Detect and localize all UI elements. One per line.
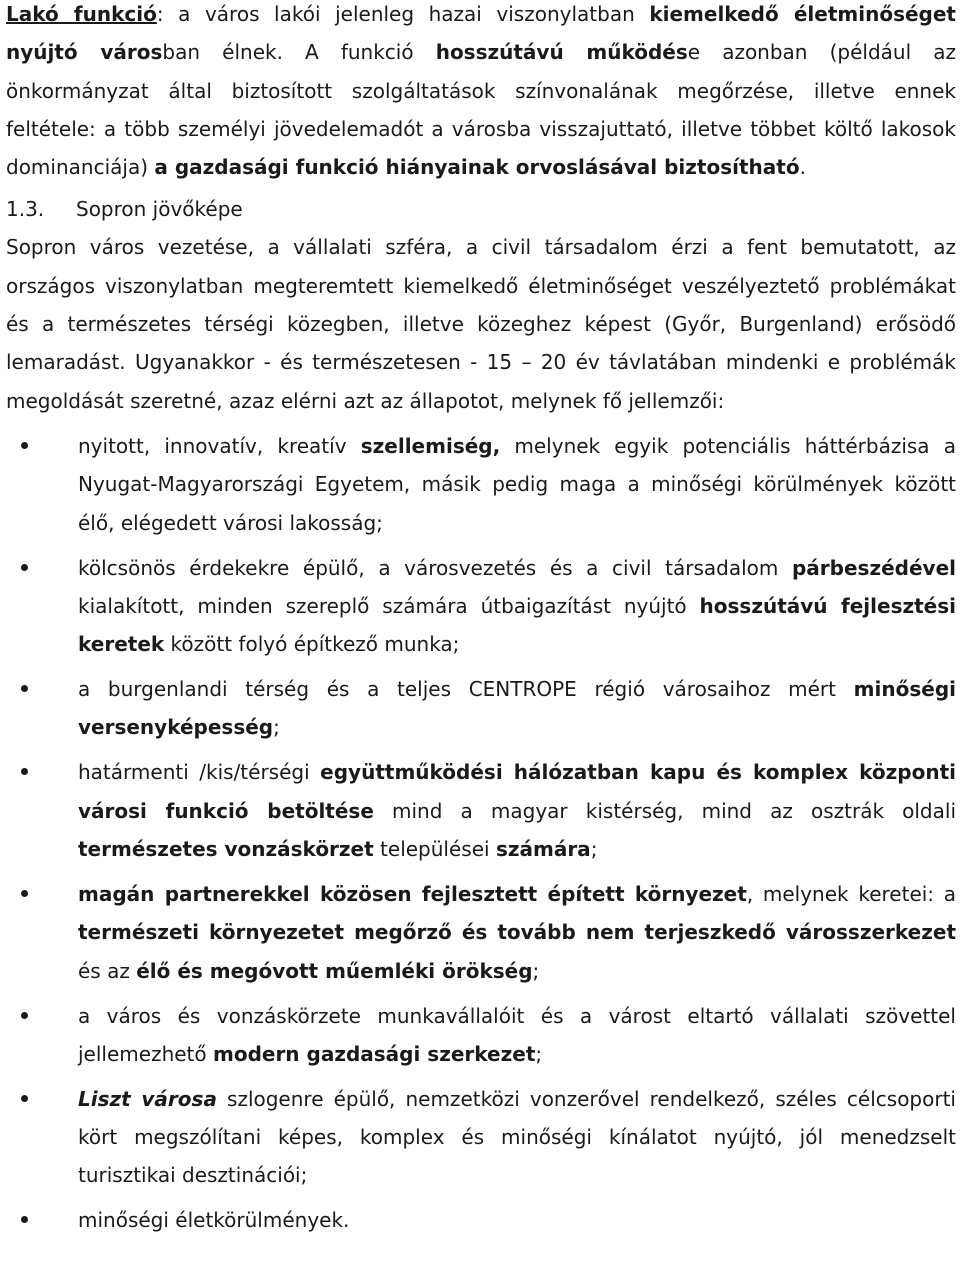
vision-paragraph: Sopron város vezetése, a vállalati szféra, a civil társadalom érzi a fent bemutatott, az országos viszonylatban megteremtett kiemelkedő életminőséget veszélyeztető problémákat és a természetes térségi közegben, illetve közeghez képest (Győr, Burgenland) erősödő lemaradást. Ugyanakkor - és természetesen - 15 – 20 év távlatában mindenki e problémák megoldását szeretné, azaz elérni azt az állapotot, melynek fő jellemzői:: [6, 235, 956, 413]
text-run: kölcsönös érdekekre épülő, a városvezetés és a civil társadalom: [78, 555, 792, 580]
text-run: a burgenlandi térség és a teljes CENTROPE régió városaihoz mért: [78, 677, 854, 702]
list-item: [6, 549, 956, 664]
text-run: nyitott, innovatív, kreatív: [78, 433, 361, 458]
text-run: melynek egyik potenciális háttérbázisa a Nyugat-Magyarországi Egyetem, másik pedig maga a minőségi körülmények között élő, elégedett városi lakosság;: [78, 433, 957, 535]
text-run: települései: [373, 837, 496, 861]
document-page: [6, 0, 956, 1246]
bullet-icon: [21, 1216, 28, 1223]
emphasis-text: a gazdasági funkció hiányainak orvoslásával biztosítható: [154, 155, 800, 180]
intro-paragraph: [6, 0, 956, 186]
text-run: ;: [532, 958, 540, 983]
list-item: [6, 1080, 956, 1195]
bullet-icon: [21, 564, 28, 571]
list-item: [6, 875, 956, 990]
bullet-icon: [21, 890, 28, 897]
list-item: [6, 997, 956, 1074]
text-run: mind a magyar kistérség, mind az osztrák oldali: [373, 798, 957, 823]
emphasis-text: élő és megóvott műemléki örökség: [136, 958, 533, 983]
text-run: : a város lakói jelenleg hazai viszonylatban: [156, 2, 650, 26]
section-heading: [6, 190, 956, 228]
emphasis-text: együttműködési hálózatban kapu és komplex központi városi funkció betöltése: [78, 760, 956, 823]
text-run: ;: [535, 1041, 543, 1066]
bullet-icon: [21, 1012, 28, 1019]
text-run: szlogenre épülő, nemzetközi vonzerővel rendelkező, széles célcsoporti kört megszólítani képes, komplex és minőségi kínálatot nyújtó, jól menedzselt turisztikai desztinációi;: [78, 1086, 956, 1188]
bullet-icon: [21, 768, 28, 775]
bullet-icon: [21, 442, 28, 449]
text-run: kialakított, minden szereplő számára útbaigazítást nyújtó: [78, 593, 700, 618]
list-item: [6, 753, 956, 868]
emphasis-text: szellemiség,: [360, 433, 501, 458]
emphasis-italic-text: Liszt városa: [78, 1086, 217, 1111]
emphasis-text: hosszútávú működés: [435, 40, 688, 65]
text-run: között folyó építkező munka;: [164, 632, 460, 657]
section-number: 1.3.: [6, 197, 45, 222]
text-run: ;: [590, 837, 598, 861]
emphasis-text: minőségi versenyképesség: [78, 677, 956, 740]
bullet-icon: [21, 1095, 28, 1102]
list-item: [6, 670, 956, 747]
term-lako-funkcio: Lakó funkció: [6, 2, 157, 26]
emphasis-text: modern gazdasági szerkezet: [212, 1041, 536, 1066]
feature-list: [6, 427, 956, 1240]
emphasis-text: magán partnerekkel közösen fejlesztett épített környezet: [78, 881, 747, 906]
text-run: ;: [273, 715, 280, 740]
emphasis-text: természetes vonzáskörzet: [78, 837, 374, 861]
bullet-icon: [21, 685, 28, 692]
emphasis-text: hosszútávú fejlesztési keretek: [78, 593, 957, 657]
section-title: Sopron jövőképe: [76, 197, 243, 222]
text-run: és az: [78, 958, 137, 983]
text-run: e azonban (például az önkormányzat által biztosított szolgáltatások színvonalának megőrzése, illetve ennek feltétele: a több személyi jövedelemadót a városba visszajuttató, illetve többet költő lakosok dominanciája): [6, 40, 956, 180]
text-run: a város és vonzáskörzete munkavállalóit és a várost eltartó vállalati szövettel jellemezhető: [78, 1003, 956, 1066]
text-run: minőségi életkörülmények.: [78, 1208, 350, 1233]
text-run: .: [799, 155, 806, 180]
list-item: [6, 1201, 956, 1239]
text-run: ban élnek. A funkció: [162, 40, 436, 65]
list-item: [6, 427, 956, 542]
emphasis-text: természeti környezetet megőrző és tovább nem terjeszkedő városszerkezet: [78, 920, 956, 945]
emphasis-text: kiemelkedő életminőséget nyújtó város: [6, 2, 956, 65]
text-run: határmenti /kis/térségi: [78, 760, 321, 785]
emphasis-text: párbeszédével: [791, 555, 956, 580]
emphasis-text: számára: [495, 837, 591, 861]
text-run: , melynek keretei: a: [746, 881, 957, 906]
